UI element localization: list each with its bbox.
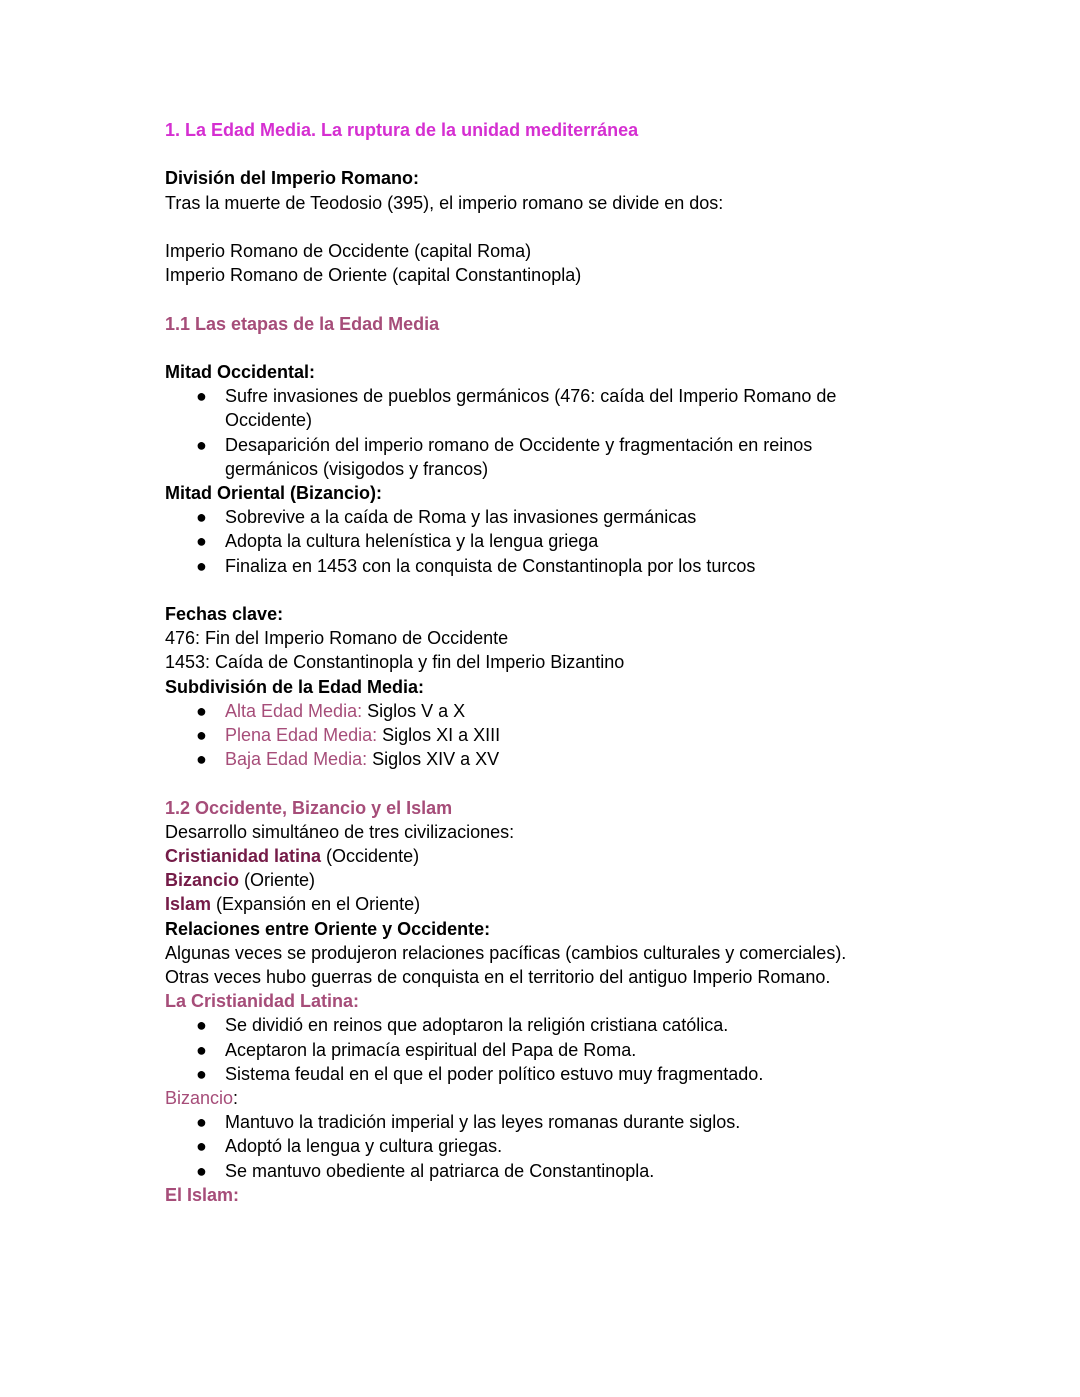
civ-desc: (Occidente) [321,846,420,866]
latina-list [165,1013,885,1086]
list-item [165,433,885,481]
civ-line [165,844,885,868]
occidental-heading: Mitad Occidental: [165,361,316,382]
bizancio-colon: : [233,1088,239,1109]
civ-line [165,892,885,916]
period-value: Siglos V a X [362,700,466,721]
bullet-icon: ● [196,1136,207,1157]
list-item-text: Sistema feudal en el que el poder político estuvo muy fragmentado. [225,1063,764,1084]
oriental-list [165,505,885,578]
division-line: Imperio Romano de Oriente (capital Constantinopla) [165,265,582,286]
civ-line [165,868,885,892]
page-title: 1. La Edad Media. La ruptura de la unidad mediterránea [165,120,639,140]
list-item-text: Sobrevive a la caída de Roma y las invasiones germánicas [225,507,697,528]
bullet-icon: ● [196,725,207,745]
relaciones-line: Algunas veces se produjeron relaciones pacíficas (cambios culturales y comerciales). [165,942,847,963]
list-item [165,1159,885,1183]
civ-desc: (Expansión en el Oriente) [211,894,421,915]
bullet-icon: ● [196,749,207,770]
list-item [165,699,885,723]
oriental-heading: Mitad Oriental (Bizancio): [165,482,383,503]
list-item [165,1013,885,1037]
section-heading-1-1: 1.1 Las etapas de la Edad Media [165,313,440,334]
list-item [165,1062,885,1086]
bullet-icon: ● [196,1160,207,1181]
period-value: Siglos XI a XIII [377,725,501,745]
list-item [165,529,885,553]
latina-heading: La Cristianidad Latina: [165,991,360,1012]
list-item [165,1038,885,1062]
bizancio-heading [165,1086,885,1110]
subdivision-heading: Subdivisión de la Edad Media: [165,676,425,697]
list-item [165,505,885,529]
section-heading-1-2: 1.2 Occidente, Bizancio y el Islam [165,797,453,818]
list-item-text: Se mantuvo obediente al patriarca de Constantinopla. [225,1160,655,1181]
civ-name: Bizancio [165,870,240,891]
relaciones-heading: Relaciones entre Oriente y Occidente: [165,918,491,939]
list-item-text: Finaliza en 1453 con la conquista de Constantinopla por los turcos [225,555,756,576]
civ-name: Islam [165,894,212,915]
bullet-icon: ● [196,555,207,576]
list-item-text: germánicos (visigodos y francos) [225,458,489,479]
period-value: Siglos XIV a XV [367,749,500,770]
civ-desc: (Oriente) [239,870,316,891]
list-item-text: Adoptó la lengua y cultura griegas. [225,1136,503,1157]
division-line: Imperio Romano de Occidente (capital Roma) [165,240,532,261]
list-item [165,1134,885,1158]
list-item-text: Mantuvo la tradición imperial y las leyes romanas durante siglos. [225,1112,741,1133]
list-item-text: Aceptaron la primacía espiritual del Papa de Roma. [225,1039,637,1060]
occidental-list [165,384,885,481]
bullet-icon: ● [196,1015,207,1036]
list-item-text: Se dividió en reinos que adoptaron la religión cristiana católica. [225,1015,729,1036]
islam-heading: El Islam: [165,1184,240,1205]
bullet-icon: ● [196,1039,207,1060]
bullet-icon: ● [196,700,207,721]
bullet-icon: ● [196,386,207,407]
period-label: Alta Edad Media: [225,700,363,721]
list-item [165,723,885,747]
bizancio-list [165,1110,885,1183]
bullet-icon: ● [196,531,207,552]
division-text: Tras la muerte de Teodosio (395), el imperio romano se divide en dos: [165,192,724,213]
list-item-text: Sufre invasiones de pueblos germánicos (476: caída del Imperio Romano de [225,386,837,407]
list-item-text: Desaparición del imperio romano de Occidente y fragmentación en reinos [225,434,813,455]
list-item [165,747,885,771]
bullet-icon: ● [196,1063,207,1084]
list-item-text: Adopta la cultura helenística y la lengua griega [225,531,599,552]
fechas-heading: Fechas clave: [165,603,284,624]
subdivision-list [165,699,885,772]
list-item [165,384,885,432]
period-label: Plena Edad Media: [225,725,378,745]
fecha-line: 476: Fin del Imperio Romano de Occidente [165,628,509,649]
relaciones-line: Otras veces hubo guerras de conquista en el territorio del antiguo Imperio Romano. [165,967,831,988]
fecha-line: 1453: Caída de Constantinopla y fin del Imperio Bizantino [165,652,625,673]
civ-name: Cristianidad latina [165,846,322,866]
list-item [165,1110,885,1134]
intro-text: Desarrollo simultáneo de tres civilizaciones: [165,821,515,842]
bullet-icon: ● [196,1112,207,1133]
list-item-text: Occidente) [225,410,313,431]
division-heading: División del Imperio Romano: [165,168,420,189]
bullet-icon: ● [196,434,207,455]
document-content [165,118,885,1207]
bizancio-label: Bizancio [165,1088,234,1109]
bullet-icon: ● [196,507,207,528]
period-label: Baja Edad Media: [225,749,368,770]
list-item [165,554,885,578]
